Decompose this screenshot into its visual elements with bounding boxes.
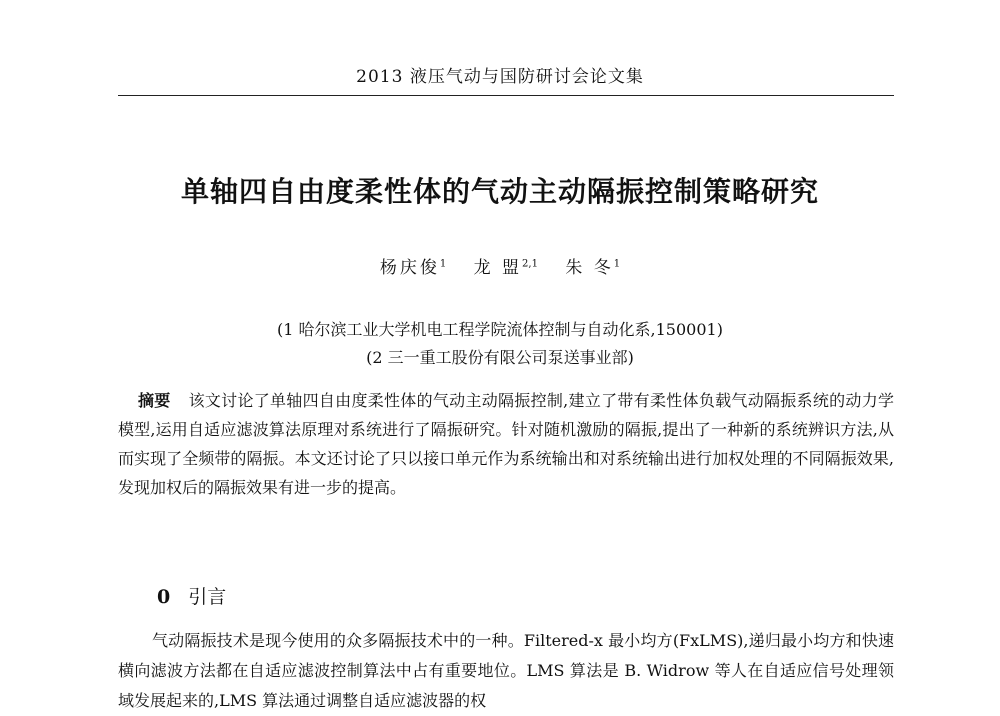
author: [565, 258, 620, 278]
author-affil-mark: 2,1: [522, 258, 538, 270]
author-affil-mark: 1: [439, 258, 447, 270]
author-affil-mark: 1: [613, 258, 621, 270]
author: [474, 258, 538, 278]
affiliation: (1 哈尔滨工业大学机电工程学院流体控制与自动化系,150001): [277, 320, 723, 339]
author-name: 龙 盟: [473, 258, 523, 278]
author-name: 朱 冬: [565, 258, 614, 278]
section-body: 气动隔振技术是现今使用的众多隔振技术中的一种。Filtered-x 最小均方(FxLMS),递归最小均方和快速横向滤波方法都在自适应滤波控制算法中占有重要地位。LMS 算法是 B. Widrow 等人在自适应信号处理领域发展起来的,LMS 算法通过调整自适应滤波器的权: [118, 631, 894, 710]
abstract-text: 该文讨论了单轴四自由度柔性体的气动主动隔振控制,建立了带有柔性体负载气动隔振系统的动力学模型,运用自适应滤波算法原理对系统进行了隔振研究。针对随机激励的隔振,提出了一种新的系统辨识方法,从而实现了全频带的隔振。本文还讨论了只以接口单元作为系统输出和对系统输出进行加权处理的不同隔振效果,发现加权后的隔振效果有进一步的提高。: [118, 391, 894, 497]
author: [380, 258, 446, 278]
running-header: 2013 液压气动与国防研讨会论文集: [356, 67, 644, 87]
section-number: 0: [157, 586, 171, 608]
author-list: [0, 253, 1000, 278]
affiliation: (2 三一重工股份有限公司泵送事业部): [366, 348, 634, 367]
author-name: 杨庆俊: [379, 258, 440, 278]
paper-title: 单轴四自由度柔性体的气动主动隔振控制策略研究: [180, 175, 819, 208]
section-heading: [157, 582, 226, 609]
header-rule: [118, 95, 894, 96]
section-title: 引言: [188, 586, 227, 608]
abstract: [118, 386, 894, 502]
abstract-label: 摘要: [138, 391, 171, 410]
